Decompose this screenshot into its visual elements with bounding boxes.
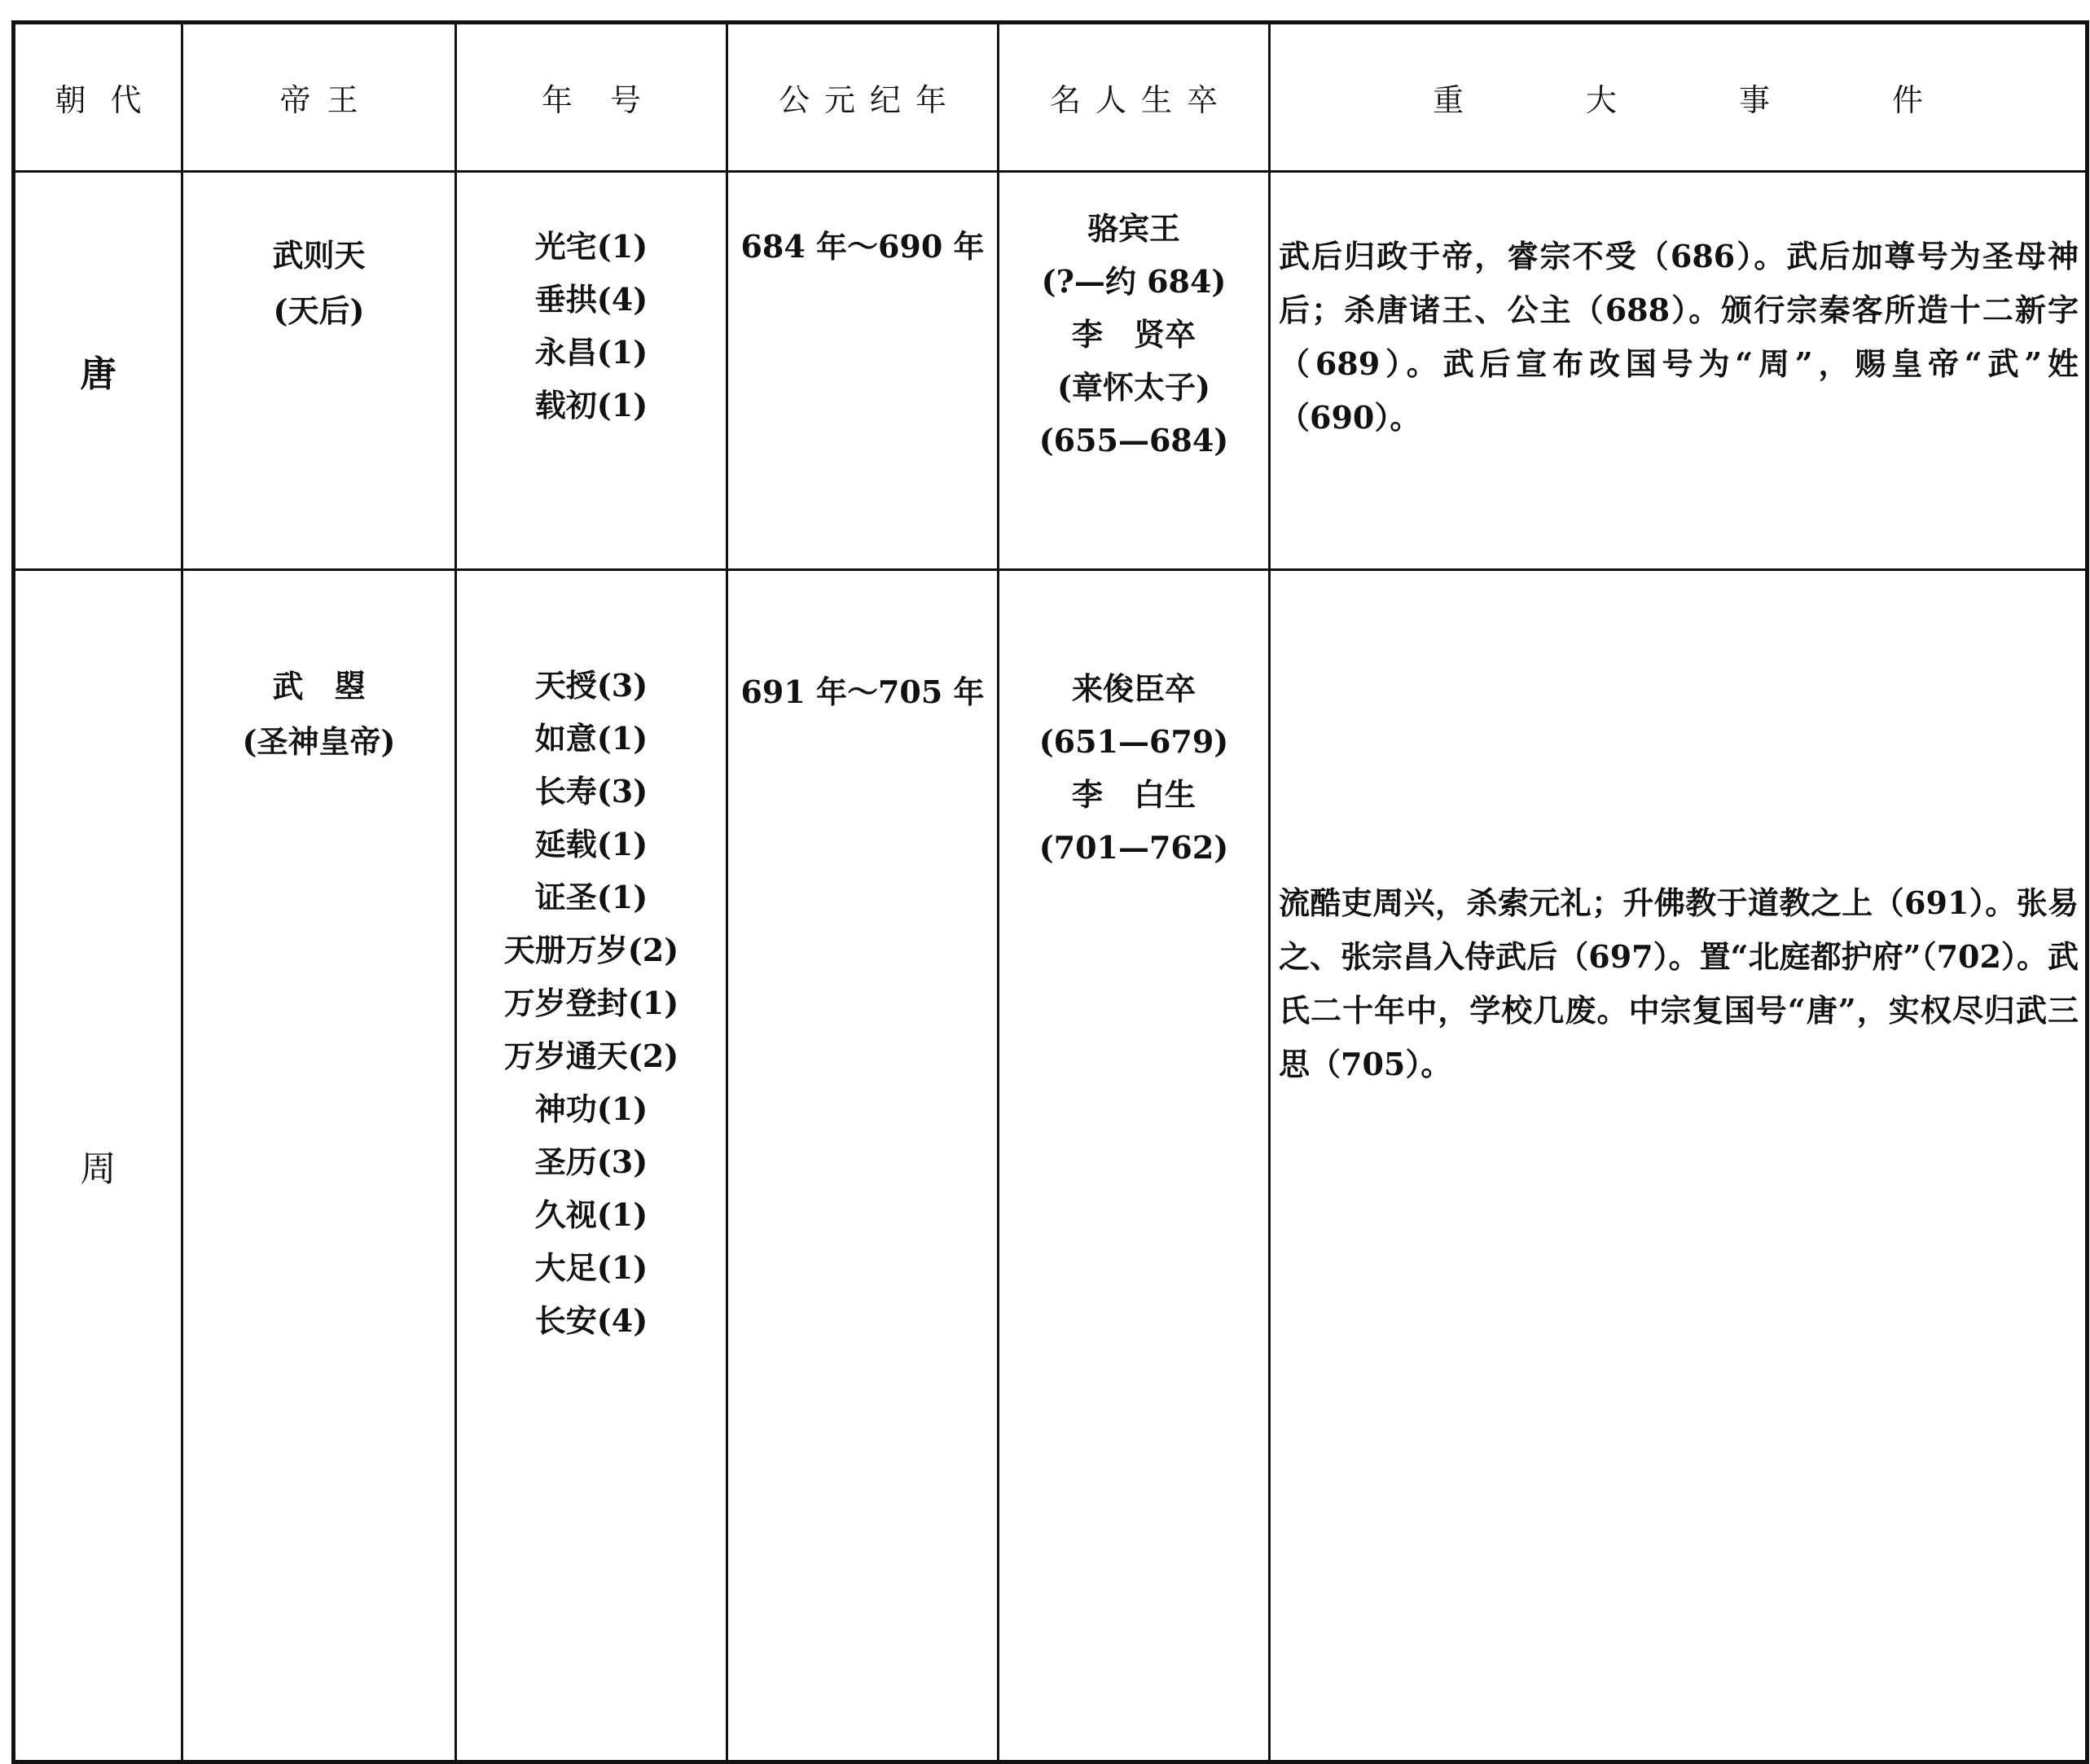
table-row-tang bbox=[14, 172, 2088, 570]
dynasty-cell: 周 bbox=[14, 570, 182, 1762]
era-name: 天授(3) bbox=[534, 667, 648, 704]
ruler-cell bbox=[182, 570, 456, 1762]
people-entry: (655—684) bbox=[1038, 422, 1229, 459]
era-names-cell bbox=[456, 570, 727, 1762]
header-dynasty: 朝代 bbox=[14, 23, 182, 172]
chronology-table bbox=[11, 20, 2089, 1764]
era-names-cell bbox=[456, 172, 727, 570]
people-entry: 李 贤卒 bbox=[1071, 316, 1196, 353]
events-cell bbox=[1270, 172, 2088, 570]
header-people: 名人生卒 bbox=[999, 23, 1270, 172]
era-name: 载初(1) bbox=[534, 387, 648, 423]
ruler-name: 武则天 bbox=[272, 237, 366, 274]
people-entry: 骆宾王 bbox=[1087, 210, 1180, 247]
era-name: 永昌(1) bbox=[534, 334, 648, 371]
people-entry: 李 白生 bbox=[1071, 776, 1196, 813]
ad-years-cell: 684 年～690 年 bbox=[727, 172, 999, 570]
era-name: 长寿(3) bbox=[534, 773, 648, 810]
header-events: 重大事件 bbox=[1270, 23, 2088, 172]
people-entry: (651—679) bbox=[1038, 723, 1229, 760]
dynasty-cell: 唐 bbox=[14, 172, 182, 570]
era-name: 天册万岁(2) bbox=[503, 932, 679, 968]
events-text: 武后归政于帝，睿宗不受（686）。武后加尊号为圣母神后；杀唐诸王、公主（688）。颁行宗秦客所造十二新字（689）。武后宣布改国号为“周”，赐皇帝“武”姓（690）。 bbox=[1279, 238, 2079, 436]
header-ruler: 帝王 bbox=[182, 23, 456, 172]
era-name: 证圣(1) bbox=[534, 879, 648, 915]
era-name: 如意(1) bbox=[534, 720, 648, 757]
people-cell bbox=[999, 172, 1270, 570]
people-entry: (?—约 684) bbox=[1041, 263, 1227, 300]
header-row bbox=[14, 23, 2088, 172]
ruler-title: (圣神皇帝) bbox=[242, 723, 396, 760]
people-entry: 来俊臣卒 bbox=[1071, 670, 1196, 707]
people-entry: (701—762) bbox=[1038, 829, 1229, 866]
events-text: 流酷吏周兴，杀索元礼；升佛教于道教之上（691）。张易之、张宗昌入侍武后（697）。置“北庭都护府”（702）。武氏二十年中，学校几废。中宗复国号“唐”，实权尽归武三思（705）。 bbox=[1279, 884, 2079, 1082]
ad-years-cell: 691 年～705 年 bbox=[727, 570, 999, 1762]
table-row-zhou bbox=[14, 570, 2088, 1762]
ruler-title: (天后) bbox=[273, 292, 365, 329]
events-cell bbox=[1270, 570, 2088, 1762]
era-name: 垂拱(4) bbox=[534, 281, 648, 318]
people-entry: (章怀太子) bbox=[1057, 369, 1210, 406]
ruler-name: 武 曌 bbox=[272, 668, 366, 704]
era-name: 万岁通天(2) bbox=[503, 1038, 679, 1074]
era-name: 圣历(3) bbox=[534, 1143, 648, 1180]
era-name: 神功(1) bbox=[534, 1090, 648, 1127]
era-name: 延载(1) bbox=[534, 826, 648, 862]
header-era-name: 年号 bbox=[456, 23, 727, 172]
era-name: 光宅(1) bbox=[534, 228, 648, 265]
ruler-cell bbox=[182, 172, 456, 570]
era-name: 长安(4) bbox=[534, 1302, 648, 1339]
people-cell bbox=[999, 570, 1270, 1762]
era-name: 大足(1) bbox=[534, 1249, 648, 1286]
era-name: 万岁登封(1) bbox=[503, 985, 679, 1021]
era-name: 久视(1) bbox=[534, 1196, 648, 1233]
header-ad-years: 公元纪年 bbox=[727, 23, 999, 172]
